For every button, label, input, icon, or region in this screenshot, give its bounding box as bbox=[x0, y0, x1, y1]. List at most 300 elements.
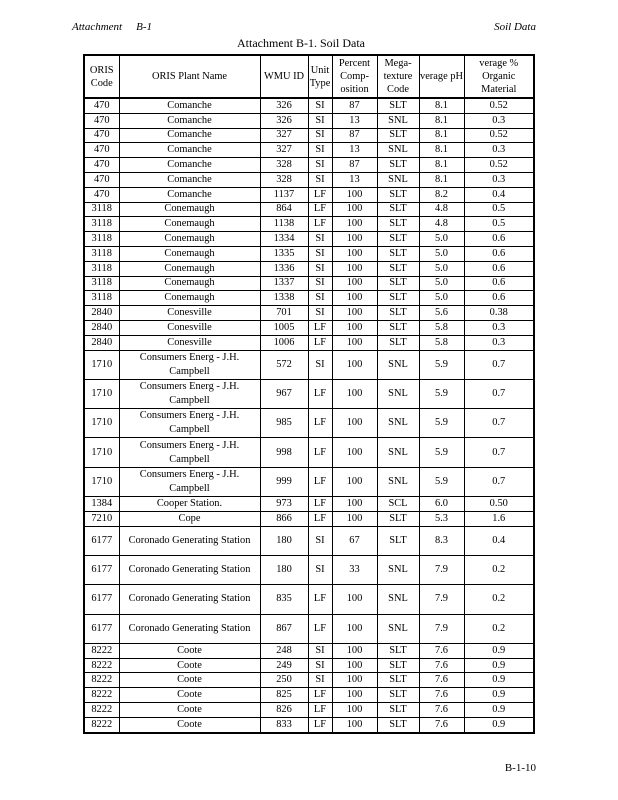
page-header-left bbox=[72, 21, 152, 33]
cell-organic: 0.2 bbox=[464, 614, 534, 643]
cell-plant-name: Consumers Energ - J.H. Campbell bbox=[119, 379, 260, 408]
cell-percent: 87 bbox=[332, 128, 377, 143]
table-row bbox=[84, 320, 534, 335]
cell-ph: 8.1 bbox=[419, 98, 464, 113]
cell-organic: 0.7 bbox=[464, 379, 534, 408]
cell-organic: 0.52 bbox=[464, 98, 534, 113]
cell-percent: 87 bbox=[332, 98, 377, 113]
cell-ph: 8.1 bbox=[419, 113, 464, 128]
cell-organic: 0.9 bbox=[464, 717, 534, 732]
cell-percent: 100 bbox=[332, 261, 377, 276]
cell-oris-code: 8222 bbox=[84, 643, 119, 658]
cell-ph: 7.6 bbox=[419, 643, 464, 658]
cell-plant-name: Conemaugh bbox=[119, 217, 260, 232]
cell-oris-code: 3118 bbox=[84, 246, 119, 261]
table-row bbox=[84, 98, 534, 113]
soil-data-table bbox=[83, 54, 535, 734]
cell-percent: 100 bbox=[332, 350, 377, 379]
cell-organic: 0.3 bbox=[464, 143, 534, 158]
cell-plant-name: Conemaugh bbox=[119, 202, 260, 217]
cell-plant-name: Conesville bbox=[119, 306, 260, 321]
table-row bbox=[84, 232, 534, 247]
cell-ph: 5.0 bbox=[419, 232, 464, 247]
cell-texture-code: SLT bbox=[377, 526, 419, 555]
cell-wmu-id: 248 bbox=[260, 643, 308, 658]
cell-texture-code: SLT bbox=[377, 688, 419, 703]
cell-texture-code: SLT bbox=[377, 187, 419, 202]
cell-organic: 0.7 bbox=[464, 438, 534, 467]
cell-oris-code: 2840 bbox=[84, 306, 119, 321]
cell-plant-name: Coronado Generating Station bbox=[119, 526, 260, 555]
cell-oris-code: 1710 bbox=[84, 467, 119, 496]
cell-unit-type: SI bbox=[308, 143, 332, 158]
cell-organic: 0.2 bbox=[464, 555, 534, 584]
cell-oris-code: 3118 bbox=[84, 217, 119, 232]
cell-wmu-id: 835 bbox=[260, 585, 308, 614]
cell-ph: 5.3 bbox=[419, 511, 464, 526]
table-row bbox=[84, 246, 534, 261]
cell-unit-type: LF bbox=[308, 688, 332, 703]
cell-wmu-id: 249 bbox=[260, 658, 308, 673]
table-title bbox=[0, 36, 618, 51]
cell-ph: 8.3 bbox=[419, 526, 464, 555]
cell-wmu-id: 833 bbox=[260, 717, 308, 732]
table-row bbox=[84, 688, 534, 703]
cell-percent: 100 bbox=[332, 379, 377, 408]
table-row bbox=[84, 113, 534, 128]
cell-organic: 0.5 bbox=[464, 217, 534, 232]
cell-oris-code: 2840 bbox=[84, 335, 119, 350]
cell-wmu-id: 180 bbox=[260, 555, 308, 584]
cell-texture-code: SNL bbox=[377, 143, 419, 158]
col-header-average-ph: verage pH bbox=[419, 55, 464, 98]
table-row bbox=[84, 128, 534, 143]
cell-organic: 0.7 bbox=[464, 350, 534, 379]
cell-ph: 5.9 bbox=[419, 467, 464, 496]
cell-plant-name: Conemaugh bbox=[119, 246, 260, 261]
cell-texture-code: SLT bbox=[377, 306, 419, 321]
cell-ph: 7.6 bbox=[419, 703, 464, 718]
cell-unit-type: SI bbox=[308, 276, 332, 291]
cell-percent: 87 bbox=[332, 158, 377, 173]
cell-plant-name: Consumers Energ - J.H. Campbell bbox=[119, 350, 260, 379]
cell-unit-type: LF bbox=[308, 467, 332, 496]
cell-percent: 100 bbox=[332, 246, 377, 261]
cell-ph: 7.6 bbox=[419, 688, 464, 703]
cell-wmu-id: 1005 bbox=[260, 320, 308, 335]
table-row bbox=[84, 379, 534, 408]
cell-wmu-id: 864 bbox=[260, 202, 308, 217]
cell-ph: 6.0 bbox=[419, 497, 464, 512]
cell-ph: 5.9 bbox=[419, 350, 464, 379]
cell-texture-code: SNL bbox=[377, 585, 419, 614]
table-row bbox=[84, 350, 534, 379]
cell-oris-code: 470 bbox=[84, 128, 119, 143]
cell-ph: 7.9 bbox=[419, 585, 464, 614]
table-row bbox=[84, 217, 534, 232]
table-title-text: Attachment B-1. Soil Data bbox=[237, 36, 365, 50]
cell-wmu-id: 867 bbox=[260, 614, 308, 643]
cell-organic: 0.7 bbox=[464, 409, 534, 438]
cell-oris-code: 3118 bbox=[84, 276, 119, 291]
cell-organic: 0.6 bbox=[464, 246, 534, 261]
cell-ph: 5.8 bbox=[419, 320, 464, 335]
cell-unit-type: SI bbox=[308, 291, 332, 306]
cell-plant-name: Conemaugh bbox=[119, 232, 260, 247]
cell-wmu-id: 1137 bbox=[260, 187, 308, 202]
cell-organic: 1.6 bbox=[464, 511, 534, 526]
cell-ph: 7.9 bbox=[419, 555, 464, 584]
cell-oris-code: 6177 bbox=[84, 585, 119, 614]
col-header-oris-code: ORIS Code bbox=[84, 55, 119, 98]
cell-texture-code: SLT bbox=[377, 658, 419, 673]
table-row bbox=[84, 335, 534, 350]
table-row bbox=[84, 291, 534, 306]
cell-unit-type: LF bbox=[308, 217, 332, 232]
cell-percent: 100 bbox=[332, 497, 377, 512]
cell-unit-type: LF bbox=[308, 438, 332, 467]
cell-unit-type: LF bbox=[308, 511, 332, 526]
cell-texture-code: SNL bbox=[377, 467, 419, 496]
cell-percent: 100 bbox=[332, 511, 377, 526]
cell-percent: 100 bbox=[332, 276, 377, 291]
cell-texture-code: SNL bbox=[377, 614, 419, 643]
cell-wmu-id: 866 bbox=[260, 511, 308, 526]
cell-texture-code: SLT bbox=[377, 246, 419, 261]
cell-unit-type: LF bbox=[308, 717, 332, 732]
cell-texture-code: SNL bbox=[377, 113, 419, 128]
cell-wmu-id: 1338 bbox=[260, 291, 308, 306]
cell-wmu-id: 825 bbox=[260, 688, 308, 703]
cell-plant-name: Conesville bbox=[119, 335, 260, 350]
col-header-megatexture-code: Mega-texture Code bbox=[377, 55, 419, 98]
cell-organic: 0.6 bbox=[464, 261, 534, 276]
cell-plant-name: Coote bbox=[119, 673, 260, 688]
cell-oris-code: 6177 bbox=[84, 614, 119, 643]
cell-plant-name: Coronado Generating Station bbox=[119, 614, 260, 643]
cell-organic: 0.3 bbox=[464, 335, 534, 350]
cell-percent: 33 bbox=[332, 555, 377, 584]
cell-wmu-id: 180 bbox=[260, 526, 308, 555]
cell-oris-code: 6177 bbox=[84, 555, 119, 584]
cell-texture-code: SNL bbox=[377, 555, 419, 584]
cell-plant-name: Comanche bbox=[119, 158, 260, 173]
cell-percent: 100 bbox=[332, 658, 377, 673]
cell-percent: 100 bbox=[332, 335, 377, 350]
cell-ph: 5.0 bbox=[419, 261, 464, 276]
cell-percent: 100 bbox=[332, 614, 377, 643]
cell-unit-type: LF bbox=[308, 335, 332, 350]
page-header-right: Soil Data bbox=[494, 21, 536, 33]
col-header-organic-material: verage % Organic Material bbox=[464, 55, 534, 98]
cell-wmu-id: 1138 bbox=[260, 217, 308, 232]
cell-ph: 7.6 bbox=[419, 673, 464, 688]
cell-organic: 0.38 bbox=[464, 306, 534, 321]
cell-texture-code: SLT bbox=[377, 232, 419, 247]
table-row bbox=[84, 202, 534, 217]
cell-percent: 100 bbox=[332, 409, 377, 438]
cell-ph: 7.6 bbox=[419, 717, 464, 732]
cell-plant-name: Consumers Energ - J.H. Campbell bbox=[119, 438, 260, 467]
cell-wmu-id: 572 bbox=[260, 350, 308, 379]
cell-wmu-id: 973 bbox=[260, 497, 308, 512]
cell-plant-name: Cooper Station. bbox=[119, 497, 260, 512]
table-row bbox=[84, 555, 534, 584]
table-row bbox=[84, 143, 534, 158]
cell-unit-type: SI bbox=[308, 350, 332, 379]
cell-organic: 0.9 bbox=[464, 688, 534, 703]
cell-unit-type: SI bbox=[308, 658, 332, 673]
cell-organic: 0.9 bbox=[464, 673, 534, 688]
cell-wmu-id: 327 bbox=[260, 143, 308, 158]
cell-texture-code: SLT bbox=[377, 276, 419, 291]
cell-plant-name: Coote bbox=[119, 643, 260, 658]
cell-ph: 7.9 bbox=[419, 614, 464, 643]
cell-texture-code: SNL bbox=[377, 379, 419, 408]
table-row bbox=[84, 158, 534, 173]
cell-oris-code: 470 bbox=[84, 113, 119, 128]
cell-ph: 4.8 bbox=[419, 202, 464, 217]
cell-texture-code: SNL bbox=[377, 409, 419, 438]
cell-unit-type: SI bbox=[308, 306, 332, 321]
cell-unit-type: SI bbox=[308, 526, 332, 555]
cell-unit-type: LF bbox=[308, 703, 332, 718]
cell-percent: 100 bbox=[332, 306, 377, 321]
cell-ph: 8.1 bbox=[419, 172, 464, 187]
cell-ph: 5.0 bbox=[419, 291, 464, 306]
cell-percent: 100 bbox=[332, 187, 377, 202]
cell-wmu-id: 1335 bbox=[260, 246, 308, 261]
cell-plant-name: Coote bbox=[119, 688, 260, 703]
cell-organic: 0.50 bbox=[464, 497, 534, 512]
cell-organic: 0.2 bbox=[464, 585, 534, 614]
cell-unit-type: SI bbox=[308, 113, 332, 128]
cell-wmu-id: 326 bbox=[260, 98, 308, 113]
cell-organic: 0.4 bbox=[464, 526, 534, 555]
table-header-row bbox=[84, 55, 534, 98]
cell-percent: 100 bbox=[332, 688, 377, 703]
cell-oris-code: 1710 bbox=[84, 438, 119, 467]
cell-wmu-id: 250 bbox=[260, 673, 308, 688]
cell-percent: 100 bbox=[332, 217, 377, 232]
cell-oris-code: 470 bbox=[84, 98, 119, 113]
cell-oris-code: 470 bbox=[84, 158, 119, 173]
cell-percent: 100 bbox=[332, 291, 377, 306]
cell-oris-code: 1710 bbox=[84, 350, 119, 379]
cell-plant-name: Coote bbox=[119, 703, 260, 718]
cell-organic: 0.3 bbox=[464, 320, 534, 335]
cell-texture-code: SLT bbox=[377, 643, 419, 658]
cell-plant-name: Conemaugh bbox=[119, 261, 260, 276]
cell-ph: 8.1 bbox=[419, 143, 464, 158]
cell-wmu-id: 967 bbox=[260, 379, 308, 408]
cell-percent: 13 bbox=[332, 172, 377, 187]
cell-plant-name: Comanche bbox=[119, 143, 260, 158]
table-row bbox=[84, 585, 534, 614]
cell-ph: 5.6 bbox=[419, 306, 464, 321]
cell-wmu-id: 1336 bbox=[260, 261, 308, 276]
cell-percent: 100 bbox=[332, 438, 377, 467]
cell-texture-code: SLT bbox=[377, 703, 419, 718]
cell-oris-code: 1384 bbox=[84, 497, 119, 512]
cell-ph: 5.9 bbox=[419, 379, 464, 408]
cell-plant-name: Comanche bbox=[119, 98, 260, 113]
cell-plant-name: Comanche bbox=[119, 187, 260, 202]
cell-unit-type: LF bbox=[308, 320, 332, 335]
table-row bbox=[84, 467, 534, 496]
cell-unit-type: SI bbox=[308, 172, 332, 187]
cell-wmu-id: 701 bbox=[260, 306, 308, 321]
cell-plant-name: Coronado Generating Station bbox=[119, 585, 260, 614]
table-row bbox=[84, 673, 534, 688]
cell-plant-name: Conemaugh bbox=[119, 276, 260, 291]
cell-wmu-id: 328 bbox=[260, 172, 308, 187]
cell-ph: 5.0 bbox=[419, 246, 464, 261]
cell-organic: 0.9 bbox=[464, 643, 534, 658]
cell-percent: 100 bbox=[332, 673, 377, 688]
table-body bbox=[84, 98, 534, 733]
cell-unit-type: LF bbox=[308, 585, 332, 614]
table-row bbox=[84, 658, 534, 673]
cell-percent: 100 bbox=[332, 703, 377, 718]
cell-texture-code: SLT bbox=[377, 335, 419, 350]
cell-oris-code: 8222 bbox=[84, 717, 119, 732]
cell-unit-type: SI bbox=[308, 158, 332, 173]
table-row bbox=[84, 409, 534, 438]
cell-wmu-id: 999 bbox=[260, 467, 308, 496]
cell-texture-code: SLT bbox=[377, 511, 419, 526]
cell-percent: 100 bbox=[332, 232, 377, 247]
cell-texture-code: SLT bbox=[377, 320, 419, 335]
cell-plant-name: Cope bbox=[119, 511, 260, 526]
cell-oris-code: 8222 bbox=[84, 673, 119, 688]
header-attachment-label: Attachment bbox=[72, 21, 123, 33]
cell-ph: 8.1 bbox=[419, 158, 464, 173]
cell-texture-code: SCL bbox=[377, 497, 419, 512]
cell-texture-code: SLT bbox=[377, 98, 419, 113]
cell-percent: 100 bbox=[332, 585, 377, 614]
cell-ph: 7.6 bbox=[419, 658, 464, 673]
table-row bbox=[84, 306, 534, 321]
cell-organic: 0.4 bbox=[464, 187, 534, 202]
cell-percent: 13 bbox=[332, 113, 377, 128]
cell-percent: 100 bbox=[332, 717, 377, 732]
cell-ph: 4.8 bbox=[419, 217, 464, 232]
page-number: B-1-10 bbox=[504, 762, 536, 774]
cell-ph: 5.9 bbox=[419, 438, 464, 467]
cell-unit-type: SI bbox=[308, 673, 332, 688]
cell-organic: 0.9 bbox=[464, 703, 534, 718]
cell-oris-code: 8222 bbox=[84, 658, 119, 673]
col-header-plant-name: ORIS Plant Name bbox=[119, 55, 260, 98]
cell-texture-code: SLT bbox=[377, 217, 419, 232]
table-row bbox=[84, 438, 534, 467]
cell-oris-code: 7210 bbox=[84, 511, 119, 526]
cell-texture-code: SLT bbox=[377, 717, 419, 732]
cell-plant-name: Coote bbox=[119, 717, 260, 732]
cell-unit-type: SI bbox=[308, 555, 332, 584]
table-row bbox=[84, 703, 534, 718]
cell-plant-name: Coote bbox=[119, 658, 260, 673]
cell-plant-name: Conesville bbox=[119, 320, 260, 335]
table-row bbox=[84, 717, 534, 732]
cell-texture-code: SLT bbox=[377, 158, 419, 173]
cell-wmu-id: 1334 bbox=[260, 232, 308, 247]
cell-wmu-id: 998 bbox=[260, 438, 308, 467]
cell-unit-type: LF bbox=[308, 187, 332, 202]
cell-organic: 0.52 bbox=[464, 158, 534, 173]
cell-unit-type: LF bbox=[308, 379, 332, 408]
cell-oris-code: 6177 bbox=[84, 526, 119, 555]
cell-unit-type: LF bbox=[308, 614, 332, 643]
cell-oris-code: 470 bbox=[84, 143, 119, 158]
cell-oris-code: 8222 bbox=[84, 703, 119, 718]
cell-wmu-id: 826 bbox=[260, 703, 308, 718]
cell-percent: 100 bbox=[332, 467, 377, 496]
table-row bbox=[84, 526, 534, 555]
cell-oris-code: 2840 bbox=[84, 320, 119, 335]
cell-unit-type: LF bbox=[308, 497, 332, 512]
table-row bbox=[84, 261, 534, 276]
cell-ph: 5.9 bbox=[419, 409, 464, 438]
cell-plant-name: Conemaugh bbox=[119, 291, 260, 306]
cell-wmu-id: 985 bbox=[260, 409, 308, 438]
cell-ph: 5.8 bbox=[419, 335, 464, 350]
table-row bbox=[84, 497, 534, 512]
cell-oris-code: 3118 bbox=[84, 232, 119, 247]
cell-texture-code: SLT bbox=[377, 673, 419, 688]
soil-data-table-container bbox=[83, 54, 533, 734]
cell-ph: 8.1 bbox=[419, 128, 464, 143]
cell-unit-type: SI bbox=[308, 246, 332, 261]
cell-percent: 100 bbox=[332, 202, 377, 217]
cell-unit-type: LF bbox=[308, 202, 332, 217]
cell-organic: 0.52 bbox=[464, 128, 534, 143]
cell-organic: 0.3 bbox=[464, 172, 534, 187]
cell-oris-code: 3118 bbox=[84, 202, 119, 217]
cell-texture-code: SLT bbox=[377, 261, 419, 276]
cell-plant-name: Comanche bbox=[119, 172, 260, 187]
cell-unit-type: SI bbox=[308, 643, 332, 658]
cell-oris-code: 3118 bbox=[84, 291, 119, 306]
cell-organic: 0.3 bbox=[464, 113, 534, 128]
col-header-unit-type: Unit Type bbox=[308, 55, 332, 98]
cell-plant-name: Consumers Energ - J.H. Campbell bbox=[119, 409, 260, 438]
cell-organic: 0.6 bbox=[464, 291, 534, 306]
table-row bbox=[84, 276, 534, 291]
table-row bbox=[84, 614, 534, 643]
cell-organic: 0.6 bbox=[464, 276, 534, 291]
table-row bbox=[84, 643, 534, 658]
cell-unit-type: SI bbox=[308, 232, 332, 247]
cell-wmu-id: 326 bbox=[260, 113, 308, 128]
cell-oris-code: 8222 bbox=[84, 688, 119, 703]
cell-percent: 100 bbox=[332, 643, 377, 658]
cell-plant-name: Comanche bbox=[119, 113, 260, 128]
table-row bbox=[84, 511, 534, 526]
cell-unit-type: SI bbox=[308, 128, 332, 143]
cell-oris-code: 3118 bbox=[84, 261, 119, 276]
cell-oris-code: 470 bbox=[84, 172, 119, 187]
cell-plant-name: Comanche bbox=[119, 128, 260, 143]
cell-ph: 5.0 bbox=[419, 276, 464, 291]
table-row bbox=[84, 187, 534, 202]
cell-plant-name: Consumers Energ - J.H. Campbell bbox=[119, 467, 260, 496]
col-header-wmu-id: WMU ID bbox=[260, 55, 308, 98]
cell-organic: 0.5 bbox=[464, 202, 534, 217]
cell-texture-code: SLT bbox=[377, 128, 419, 143]
cell-texture-code: SLT bbox=[377, 291, 419, 306]
